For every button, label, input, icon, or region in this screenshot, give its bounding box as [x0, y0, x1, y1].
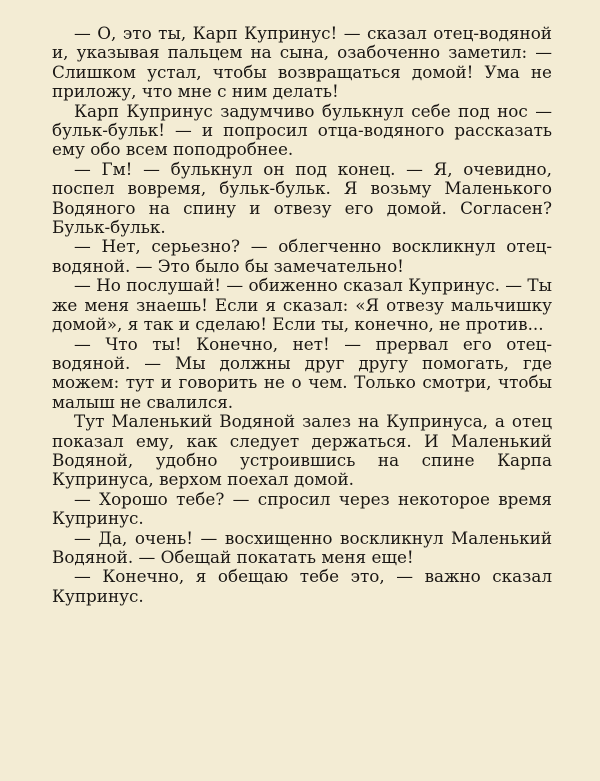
paragraph-4: — Нет, серьезно? — облегченно воскликнул отец-водяной. — Это было бы замечательно! [52, 236, 552, 276]
paragraph-5: — Но послушай! — обиженно сказал Купринус. — Ты же меня знаешь! Если я сказал: «Я отвезу мальчишку домой», я так и сделаю! Если ты, конечно, не против... [52, 275, 552, 335]
paragraph-3: — Гм! — булькнул он под конец. — Я, очевидно, поспел вовремя, бульк-бульк. Я возьму Маленького Водяного на спину и отвезу его домой. Согласен? Бульк-бульк. [52, 158, 552, 238]
paragraph-8: — Хорошо тебе? — спросил через некоторое время Купринус. [52, 488, 552, 529]
paragraph-9: — Да, очень! — восхищенно воскликнул Маленький Водяной. — Обещай покатать меня еще! [52, 527, 552, 567]
page-text [52, 24, 552, 606]
paragraph-7: Тут Маленький Водяной залез на Купринуса, а отец показал ему, как следует держаться. И Маленький Водяной, удобно устроившись на спине Карпа Купринуса, верхом поехал домой. [52, 411, 552, 490]
paragraph-6: — Что ты! Конечно, нет! — прервал его отец-водяной. — Мы должны друг другу помогать, где можем: тут и говорить не о чем. Только смотри, чтобы малыш не свалился. [52, 333, 552, 412]
paragraph-1: — О, это ты, Карп Купринус! — сказал отец-водяной и, указывая пальцем на сына, озабоченно заметил: — Слишком устал, чтобы возвращаться домой! Ума не приложу, что мне с ним делать! [52, 23, 552, 102]
paragraph-10: — Конечно, я обещаю тебе это, — важно сказал Купринус. [52, 566, 552, 606]
paragraph-2: Карп Купринус задумчиво булькнул себе под нос — бульк-бульк! — и попросил отца-водяного рассказать ему обо всем поподробнее. [52, 100, 552, 160]
